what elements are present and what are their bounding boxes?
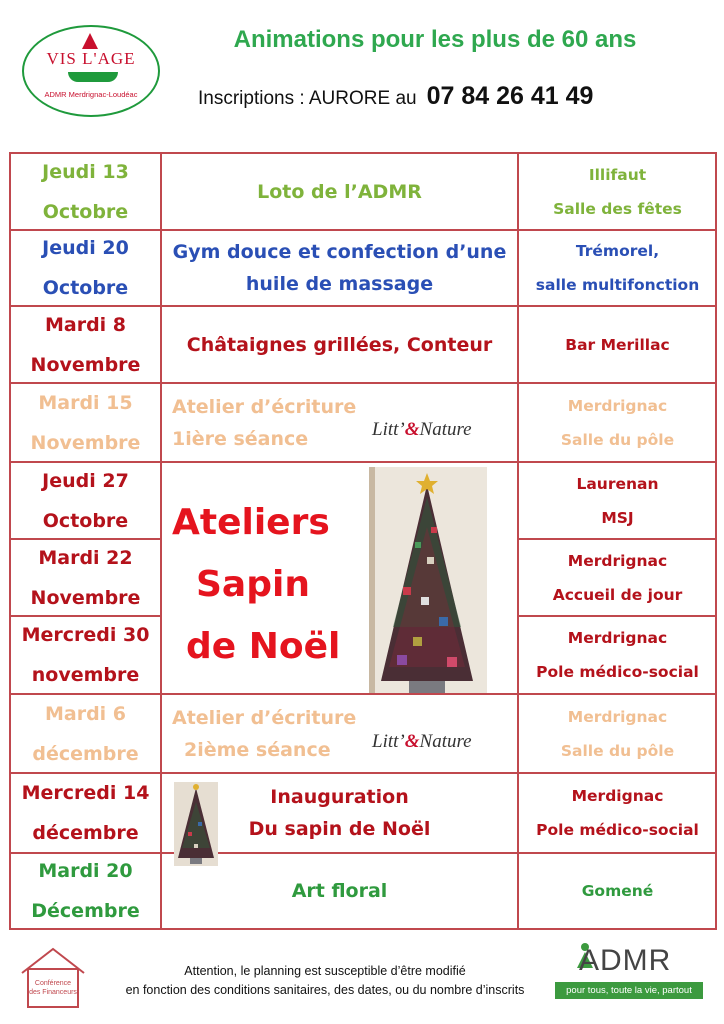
page-title: Animations pour les plus de 60 ans: [233, 26, 637, 53]
table-row-location: Merdrignac Salle du pôle: [560, 396, 675, 449]
logo-subtitle: ADMR Merdrignac-Loudéac: [44, 90, 138, 99]
table-row-location: Merdignac Pole médico-social: [536, 787, 699, 839]
table-row-activity: Art floral: [291, 880, 388, 902]
svg-text:Conférence: Conférence: [34, 980, 72, 987]
table-row-location: Trémorel, salle multifonction: [535, 242, 700, 294]
table-row-location: Merdrignac Accueil de jour: [552, 551, 683, 604]
table-row-date: Mardi 6 décembre: [32, 702, 139, 765]
logo-brand: VIS L'AGE: [46, 49, 136, 68]
table-row-date: Jeudi 13 Octobre: [42, 160, 129, 223]
house-icon: [18, 945, 88, 1011]
table-row-location: Merdrignac Salle du pôle: [560, 707, 675, 760]
litt-nature-logo: Litt’&Nature: [372, 731, 472, 752]
table-row-date: Mercredi 30 novembre: [21, 624, 150, 686]
phone-number[interactable]: 07 84 26 41 49: [426, 82, 594, 110]
inscriptions-label: Inscriptions : AURORE au: [198, 88, 417, 109]
sapin-title: Ateliers Sapin de Noël: [172, 502, 341, 667]
christmas-tree-icon: [369, 467, 487, 693]
crochet-tree-photo: [369, 467, 487, 693]
svg-text:des Financeurs: des Financeurs: [29, 989, 77, 996]
table-row-activity: Châtaignes grillées, Conteur: [186, 333, 493, 356]
litt-nature-logo: Litt’&Nature: [372, 419, 472, 440]
table-row-location: Illifaut Salle des fêtes: [553, 165, 682, 218]
table-row-date: Mercredi 14 décembre: [21, 782, 150, 844]
table-row-location: Gomené: [581, 882, 654, 900]
admr-tagline: pour tous, toute la vie, partout: [555, 982, 703, 999]
table-row-location: Laurenan MSJ: [576, 474, 659, 527]
admr-logo: [555, 940, 705, 1005]
admr-word: ADMR: [579, 944, 672, 977]
inscriptions-line: [198, 82, 593, 111]
table-row-activity: Loto de l’ADMR: [257, 180, 422, 203]
table-row-activity: Atelier d’écriture 1ière séance: [172, 395, 357, 450]
table-row-location: Merdrignac Pole médico-social: [536, 629, 699, 681]
table-row-date: Mardi 15 Novembre: [30, 391, 141, 454]
table-row-date: Mardi 8 Novembre: [30, 313, 141, 376]
table-row-date: Jeudi 20 Octobre: [42, 237, 129, 299]
vis-lage-logo: [22, 25, 160, 117]
table-row-date: Jeudi 27 Octobre: [42, 469, 129, 532]
table-row-activity: Gym douce et confection d’une huile de massage: [172, 241, 507, 295]
footer-notice: Attention, le planning est susceptible d’être modifié en fonction des conditions sanitaires, des dates, ou du nombre d’inscrits: [125, 964, 525, 997]
chef-hat-icon: [82, 33, 98, 49]
table-row-activity: Atelier d’écriture 2ième séance: [172, 706, 357, 761]
table-row-date: Mardi 20 Décembre: [31, 860, 140, 922]
table-row-activity: Inauguration Du sapin de Noël: [248, 786, 431, 840]
dish-icon: [68, 72, 118, 82]
table-row-date: Mardi 22 Novembre: [30, 546, 141, 609]
table-row-location: Bar Merillac: [565, 335, 670, 354]
conference-financeurs-logo: [18, 945, 88, 1011]
